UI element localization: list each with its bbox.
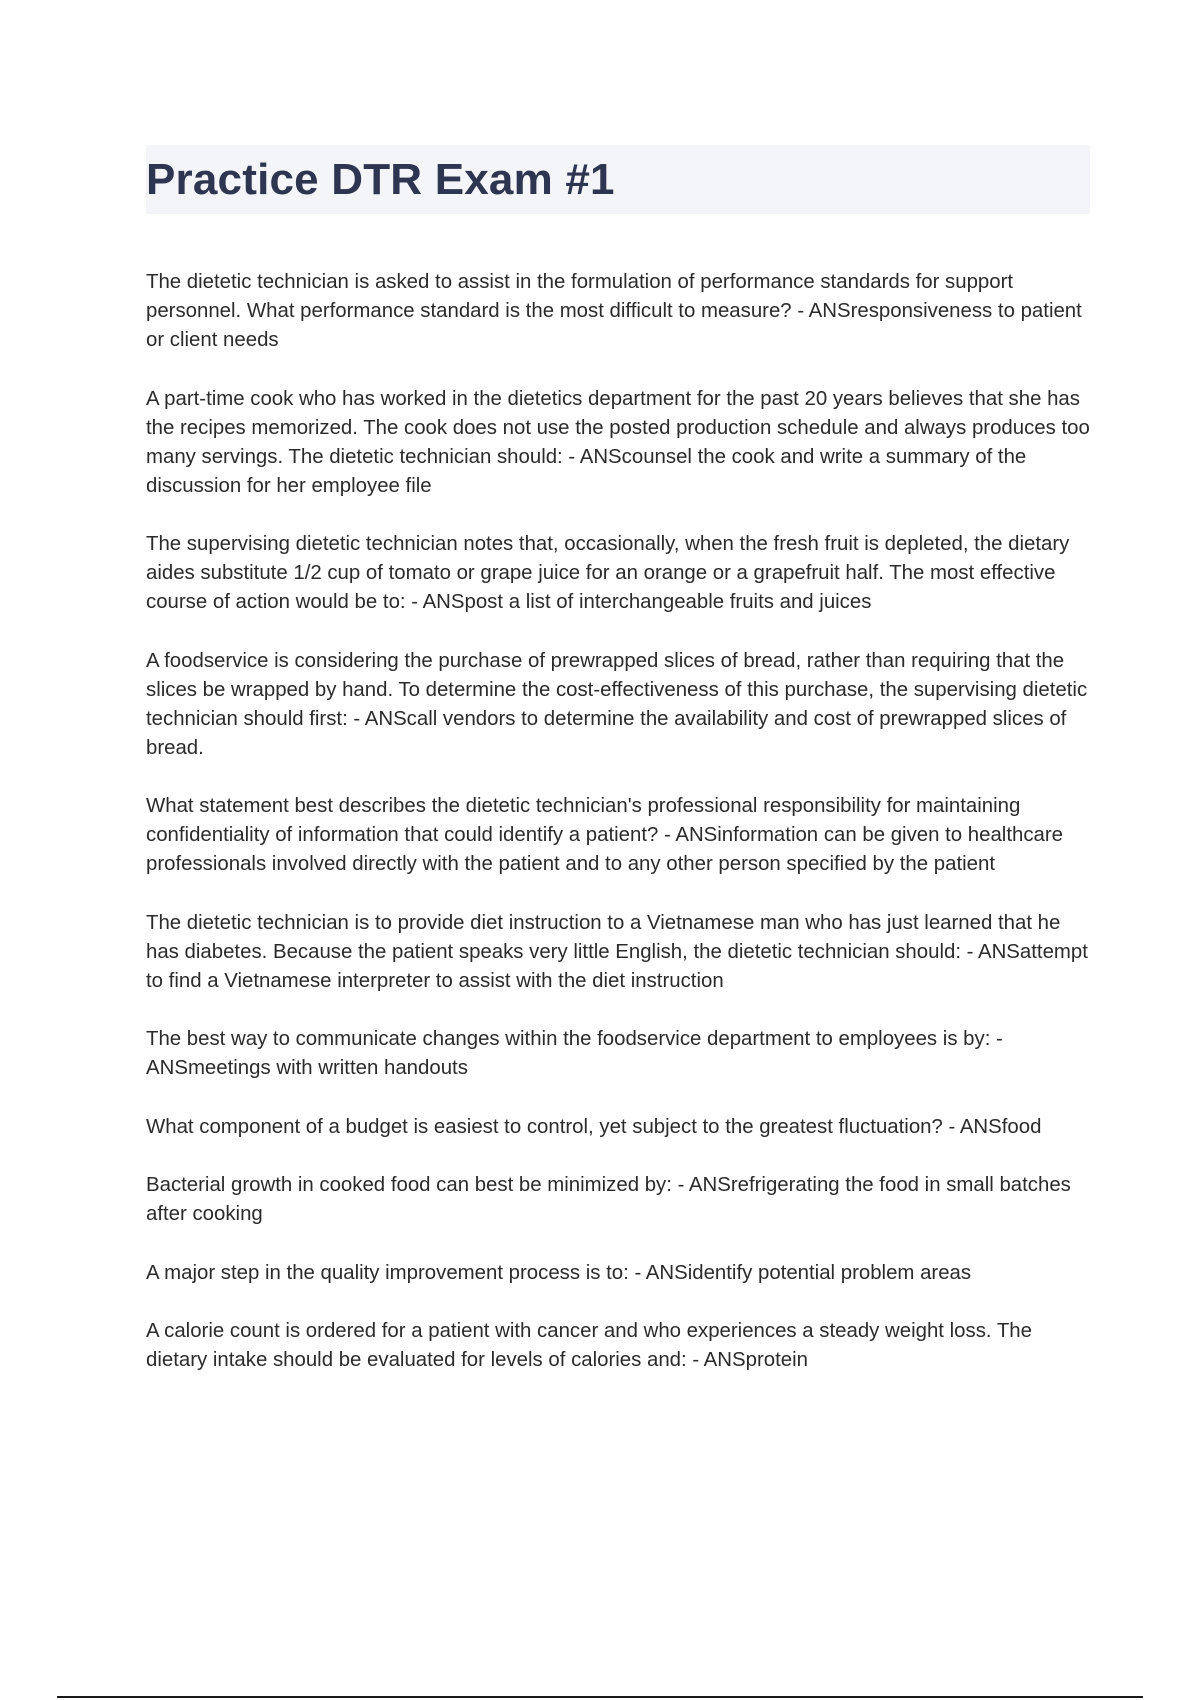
question-item: [146, 530, 1090, 617]
question-item: [146, 647, 1090, 763]
answer-text: food: [1001, 1115, 1042, 1138]
question-text: The dietetic technician is to provide diet instruction to a Vietnamese man who has just learned that he has diabetes. Because the patient speaks very little English, the dietetic technician should: - ANS: [146, 911, 1061, 963]
answer-text: meetings with written handouts: [187, 1057, 468, 1079]
answer-text: counsel the cook and write a summary of the discussion for her employee file: [146, 445, 1027, 497]
question-item: [146, 268, 1090, 355]
answer-text: protein: [745, 1349, 808, 1371]
answer-text: attempt to find a Vietnamese interpreter to assist with the diet instruction: [146, 940, 1088, 992]
question-item: [146, 792, 1090, 879]
question-list: [146, 268, 1090, 1405]
question-text: The dietetic technician is asked to assist in the formulation of performance standards for support personnel. What performance standard is the most difficult to measure? - ANS: [146, 271, 1014, 322]
footer-divider: [57, 1696, 1143, 1698]
answer-text: refrigerating the food in small batches after cooking: [146, 1174, 1071, 1225]
answer-text: call vendors to determine the availability and cost of prewrapped slices of bread.: [146, 707, 1067, 759]
answer-text: responsiveness to patient or client needs: [146, 300, 1082, 351]
question-item: [146, 385, 1090, 501]
question-item: [146, 1025, 1090, 1083]
question-text: What statement best describes the dietetic technician's professional responsibility for maintaining confidentiality of information that could identify a patient? - ANS: [146, 795, 1021, 846]
answer-text: identify potential problem areas: [687, 1261, 972, 1284]
question-text: What component of a budget is easiest to control, yet subject to the greatest fluctuation? - ANS: [146, 1115, 1002, 1138]
question-text: A major step in the quality improvement process is to: - ANS: [146, 1261, 688, 1284]
question-text: A foodservice is considering the purchase of prewrapped slices of bread, rather than requiring that the slices be wrapped by hand. To determine the cost-effectiveness of this purchase, the supervising dietetic technician should first: - ANS: [146, 649, 1088, 730]
page-title: Practice DTR Exam #1: [146, 155, 615, 204]
answer-text: information can be given to healthcare professionals involved directly with the patient and to any other person specified by the patient: [146, 824, 1064, 875]
question-item: [146, 1317, 1090, 1375]
question-item: [146, 1171, 1090, 1229]
question-text: The supervising dietetic technician notes that, occasionally, when the fresh fruit is depleted, the dietary aides substitute 1/2 cup of tomato or grape juice for an orange or a grapefruit half. The most effective course of action would be to: - ANS: [146, 533, 1070, 613]
question-text: A part-time cook who has worked in the dietetics department for the past 20 years believes that she has the recipes memorized. The cook does not use the posted production schedule and always produces too many servings. The dietetic technician should: - ANS: [146, 387, 1090, 468]
answer-text: post a list of interchangeable fruits and juices: [464, 591, 872, 613]
question-item: [146, 1259, 1090, 1288]
question-item: [146, 909, 1090, 996]
question-text: A calorie count is ordered for a patient with cancer and who experiences a steady weight loss. The dietary intake should be evaluated for levels of calories and: - ANS: [146, 1320, 1032, 1371]
question-text: Bacterial growth in cooked food can best be minimized by: - ANS: [146, 1174, 731, 1196]
title-band: [146, 145, 1090, 214]
question-text: The best way to communicate changes within the foodservice department to employees is by: - ANS: [146, 1028, 1003, 1079]
question-item: [146, 1113, 1090, 1142]
